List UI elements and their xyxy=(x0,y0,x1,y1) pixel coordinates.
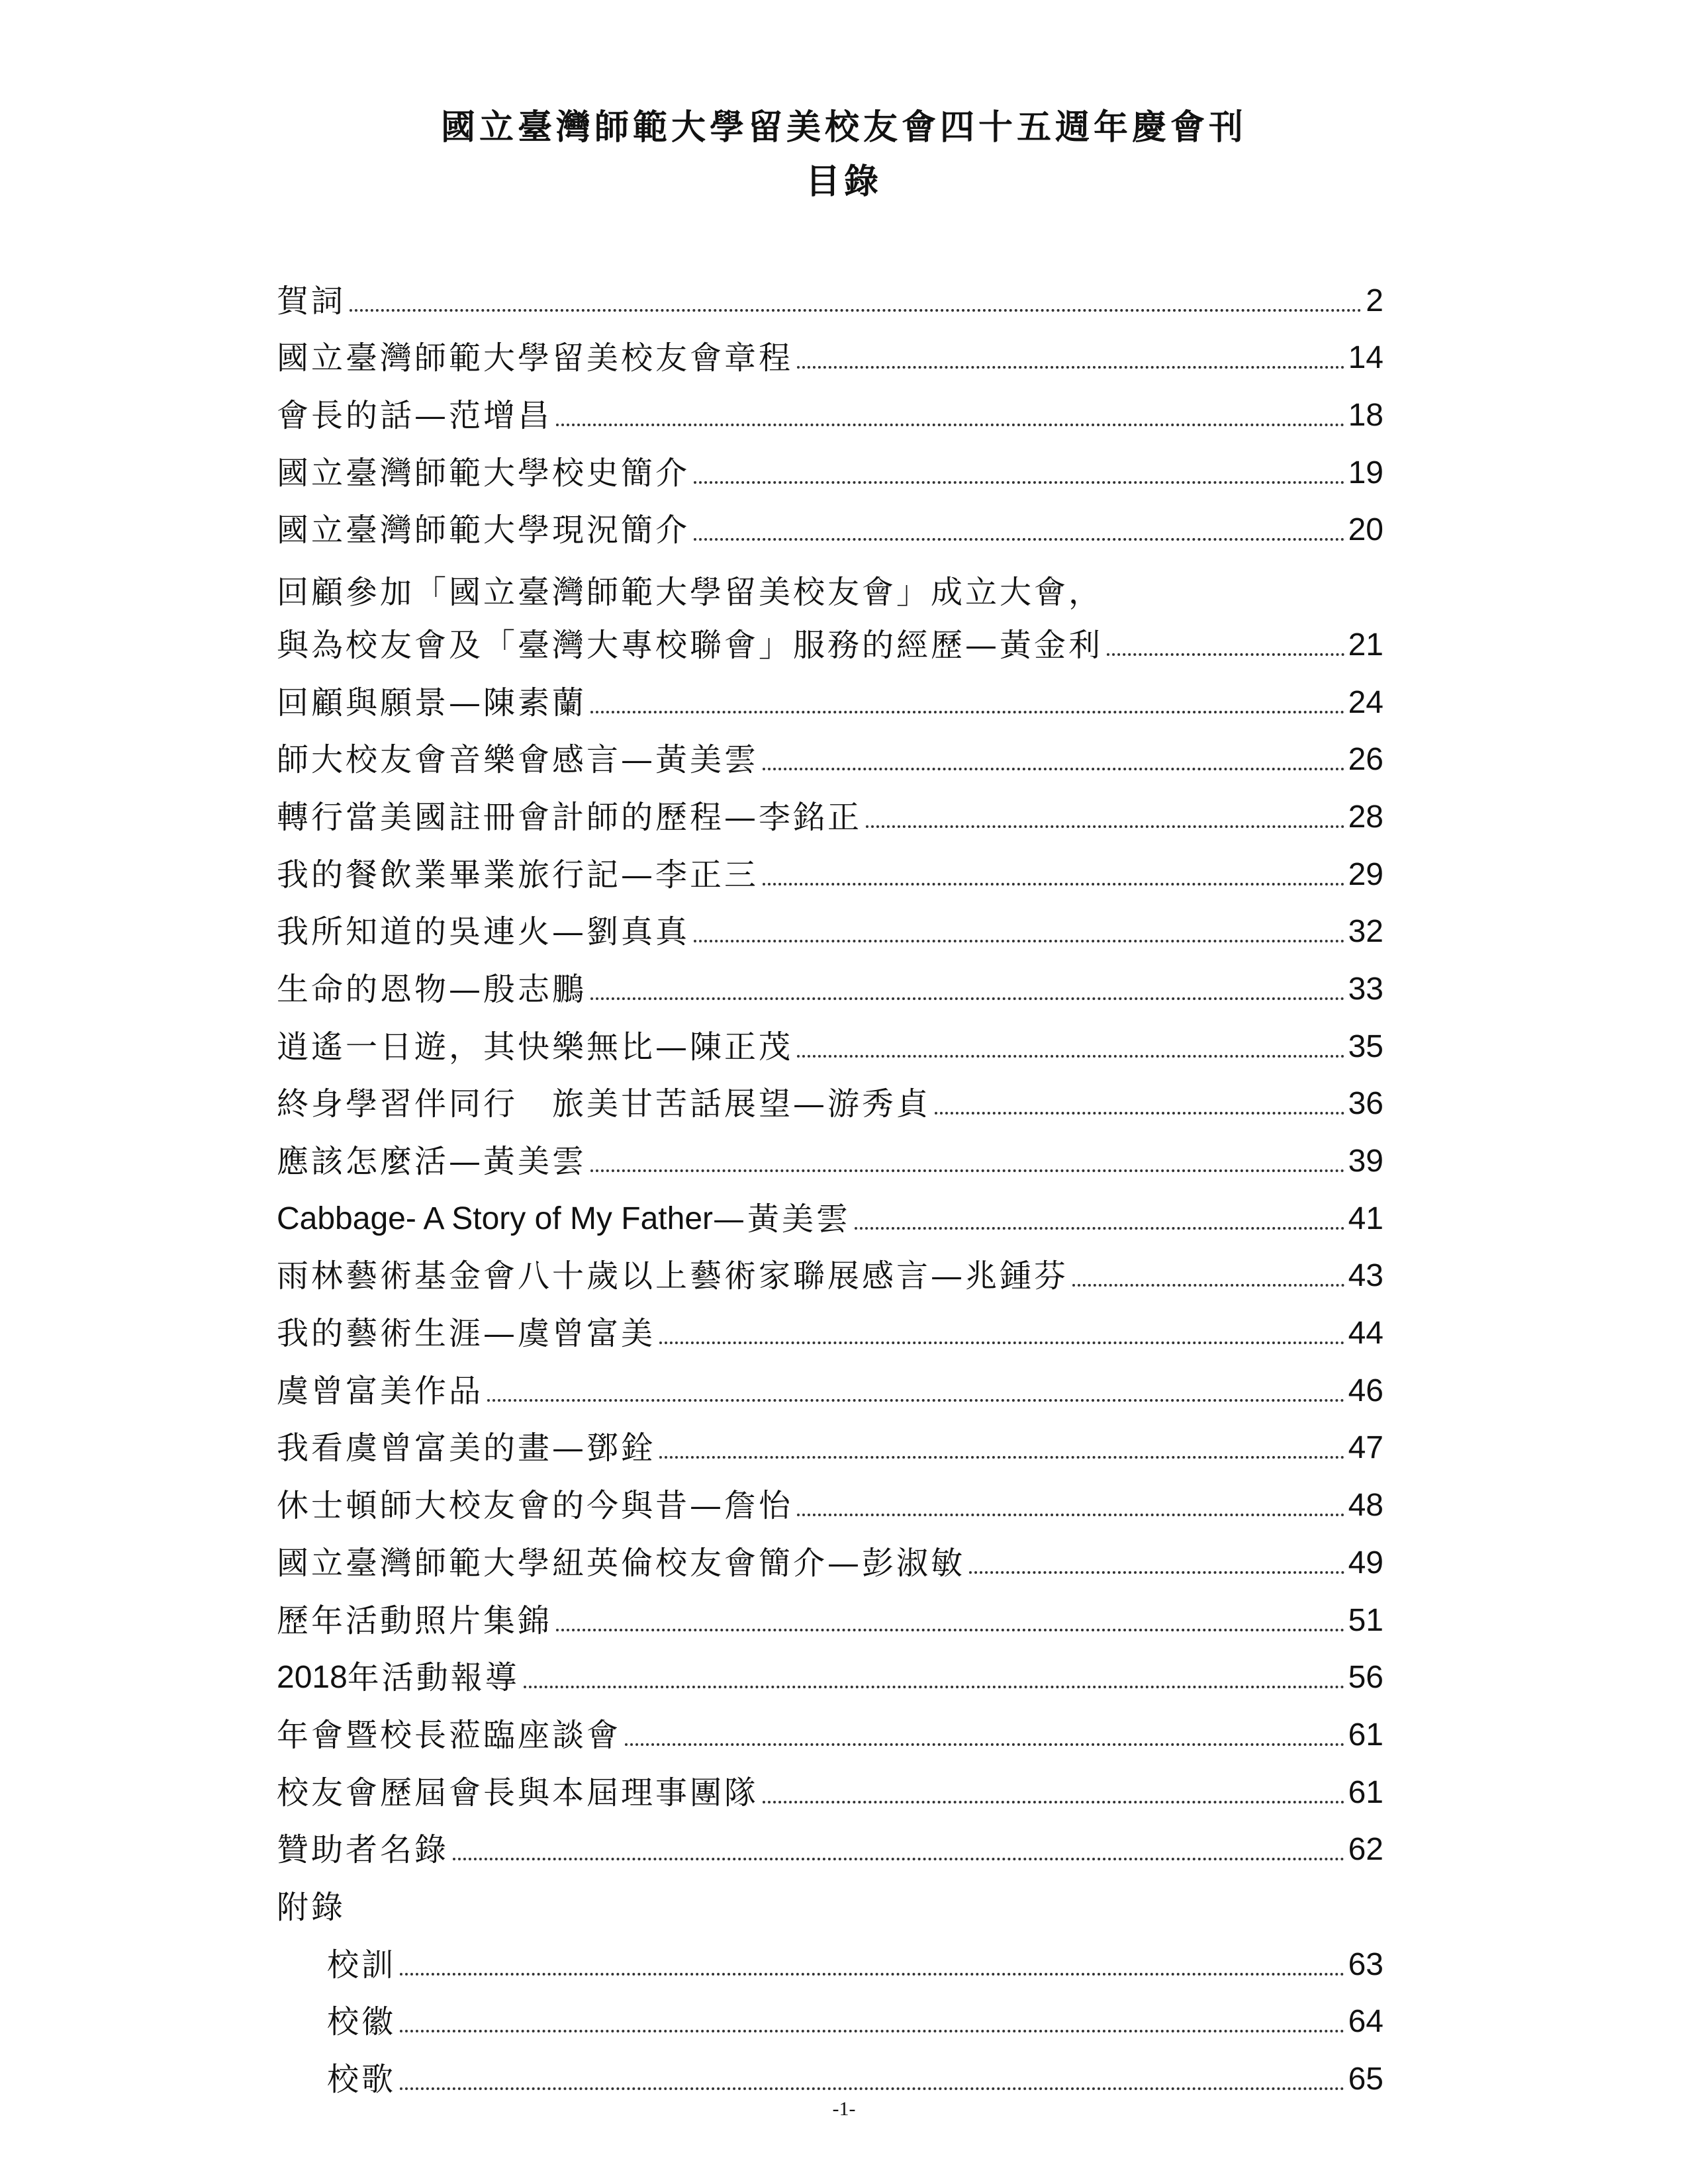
toc-entry xyxy=(277,1527,1383,1584)
toc-entry-page: 43 xyxy=(1348,1258,1383,1294)
page-number: -1- xyxy=(832,2098,856,2120)
dot-leader xyxy=(763,768,1344,770)
toc-entry-page: 47 xyxy=(1348,1430,1383,1466)
toc-entry-page: 41 xyxy=(1348,1201,1383,1236)
toc-entry xyxy=(277,1814,1383,1872)
appendix-entry-page: 63 xyxy=(1348,1946,1383,1982)
toc-entry xyxy=(277,1297,1383,1355)
toc-entry-page: 21 xyxy=(1348,627,1383,662)
toc-entry-title: 逍遙一日遊，其快樂無比—陳正茂 xyxy=(277,1028,794,1066)
toc-entry-title: 年活動報導 xyxy=(347,1659,520,1697)
toc-entry-page: 26 xyxy=(1348,742,1383,778)
toc-entry xyxy=(277,379,1383,437)
toc-entry-title: 休士頓師大校友會的今與昔—詹怡 xyxy=(277,1487,794,1525)
dot-leader xyxy=(625,1743,1344,1746)
toc-entry-page: 48 xyxy=(1348,1488,1383,1524)
toc-entry-page: 49 xyxy=(1348,1545,1383,1580)
document-title: 國立臺灣師範大學留美校友會四十五週年慶會刊 xyxy=(440,107,1247,148)
toc-entry xyxy=(277,781,1383,839)
toc-entry xyxy=(277,1584,1383,1642)
toc-entry xyxy=(277,839,1383,896)
toc-entry-title: 師大校友會音樂會感言—黃美雲 xyxy=(277,741,759,779)
dot-leader xyxy=(797,1514,1344,1516)
dot-leader xyxy=(866,825,1344,828)
toc-entry-title: 國立臺灣師範大學校史簡介 xyxy=(277,454,690,492)
toc-entry-title: 我的餐飲業畢業旅行記—李正三 xyxy=(277,856,759,893)
toc-entry-title: 我看虞曾富美的畫—鄧銓 xyxy=(277,1430,656,1467)
toc-entry-page: 51 xyxy=(1348,1602,1383,1638)
toc-entry-title: 國立臺灣師範大學紐英倫校友會簡介—彭淑敏 xyxy=(277,1544,966,1582)
toc-entry xyxy=(277,1355,1383,1412)
dot-leader xyxy=(487,1399,1344,1402)
toc-entry-title-line1: 回顧參加「國立臺灣師範大學留美校友會」成立大會， xyxy=(277,574,1103,612)
appendix-heading-label: 附錄 xyxy=(277,1888,346,1926)
toc-entry-page: 14 xyxy=(1348,340,1383,376)
toc-entry xyxy=(277,265,1383,322)
appendix-entry-title: 校訓 xyxy=(327,1946,397,1983)
toc-entry-title: 年會暨校長蒞臨座談會 xyxy=(277,1716,622,1754)
dot-leader xyxy=(694,940,1344,942)
toc-entry-page: 62 xyxy=(1348,1832,1383,1868)
dot-leader xyxy=(694,538,1344,541)
toc-entry-page: 20 xyxy=(1348,512,1383,548)
toc-entry-page: 44 xyxy=(1348,1316,1383,1351)
toc-entry xyxy=(277,1240,1383,1298)
toc-entry-title: 應該怎麼活—黃美雲 xyxy=(277,1143,587,1181)
dot-leader xyxy=(556,1629,1344,1631)
toc-entry-title: 國立臺灣師範大學現況簡介 xyxy=(277,512,690,549)
toc-entry-title: 贊助者名錄 xyxy=(277,1831,449,1869)
toc-entry-page: 19 xyxy=(1348,455,1383,490)
toc-entry xyxy=(277,666,1383,724)
dot-leader xyxy=(350,309,1362,312)
toc-entry-page: 46 xyxy=(1348,1373,1383,1408)
toc-entry-page: 29 xyxy=(1348,856,1383,892)
toc-entry-title: 雨林藝術基金會八十歲以上藝術家聯展感言—兆鍾芬 xyxy=(277,1257,1069,1295)
toc-entry xyxy=(277,1125,1383,1183)
toc-entry xyxy=(277,1412,1383,1470)
toc-entry xyxy=(277,1183,1383,1240)
dot-leader xyxy=(1107,653,1344,656)
toc-entry xyxy=(277,724,1383,782)
dot-leader xyxy=(855,1227,1344,1230)
dot-leader xyxy=(590,997,1344,1000)
toc-entry xyxy=(277,1068,1383,1126)
appendix-entry xyxy=(277,1929,1383,1986)
dot-leader xyxy=(659,1342,1344,1344)
toc-entry-title: 虞曾富美作品 xyxy=(277,1372,484,1410)
dot-leader xyxy=(1072,1284,1344,1287)
dot-leader xyxy=(797,1055,1344,1058)
toc-entry xyxy=(277,953,1383,1011)
toc-entry xyxy=(277,1011,1383,1068)
dot-leader xyxy=(453,1858,1344,1860)
toc-entry-page: 28 xyxy=(1348,799,1383,835)
toc-entry xyxy=(277,1699,1383,1756)
toc-entry xyxy=(277,437,1383,494)
appendix-entry-title: 校徽 xyxy=(327,2003,397,2041)
toc-entry xyxy=(277,322,1383,380)
toc-entry-page: 36 xyxy=(1348,1086,1383,1122)
toc-entry-title: 國立臺灣師範大學留美校友會章程 xyxy=(277,340,794,377)
toc-entry-title-latin: Cabbage- A Story of My Father xyxy=(277,1201,713,1236)
dot-leader xyxy=(524,1686,1344,1688)
document-subtitle: 目錄 xyxy=(805,161,882,202)
toc-entry-title: 歷年活動照片集錦 xyxy=(277,1602,553,1639)
dot-leader xyxy=(694,481,1344,484)
toc-entry-page: 32 xyxy=(1348,914,1383,950)
toc-entry xyxy=(277,896,1383,954)
toc-entry-page: 24 xyxy=(1348,684,1383,720)
toc-entry-title: 回顧與願景—陳素蘭 xyxy=(277,684,587,721)
toc-entry-title-latin: 2018 xyxy=(277,1660,348,1696)
toc-entry-title: 賀詞 xyxy=(277,282,346,320)
dot-leader xyxy=(556,424,1344,426)
appendix-entry xyxy=(277,1986,1383,2044)
appendix-entry xyxy=(277,2043,1383,2101)
toc-entry xyxy=(277,1756,1383,1814)
dot-leader xyxy=(797,366,1344,369)
dot-leader xyxy=(400,2030,1344,2032)
toc-entry-page: 33 xyxy=(1348,971,1383,1007)
toc-entry-page: 18 xyxy=(1348,398,1383,433)
toc-entry-page: 35 xyxy=(1348,1028,1383,1064)
toc-entry-page: 39 xyxy=(1348,1144,1383,1179)
dot-leader xyxy=(400,1973,1344,1976)
toc-entry-title: 終身學習伴同行 旅美甘苦話展望—游秀貞 xyxy=(277,1085,931,1123)
dot-leader xyxy=(763,1801,1344,1803)
toc-entry-title: 校友會歷屆會長與本屆理事團隊 xyxy=(277,1774,759,1811)
dot-leader xyxy=(590,711,1344,713)
appendix-entry-page: 64 xyxy=(1348,2004,1383,2040)
toc-entry xyxy=(277,551,1383,666)
toc-entry-title: 轉行當美國註冊會計師的歷程—李銘正 xyxy=(277,798,863,836)
dot-leader xyxy=(935,1112,1344,1115)
toc-entry xyxy=(277,1469,1383,1527)
appendix-entry-page: 65 xyxy=(1348,2062,1383,2097)
toc-entry-page: 56 xyxy=(1348,1660,1383,1696)
toc-entry-title: 會長的話—范增昌 xyxy=(277,397,553,435)
toc-entry-page: 61 xyxy=(1348,1774,1383,1810)
dot-leader xyxy=(969,1571,1344,1574)
toc-entry-page: 61 xyxy=(1348,1717,1383,1752)
table-of-contents xyxy=(277,265,1383,2101)
appendix-entry-title: 校歌 xyxy=(327,2061,397,2099)
dot-leader xyxy=(400,2087,1344,2090)
toc-entry-title: —黃美雲 xyxy=(713,1200,851,1238)
toc-entry-title: 生命的恩物—殷志鵬 xyxy=(277,970,587,1008)
toc-entry-title: 與為校友會及「臺灣大專校聯會」服務的經歷—黃金利 xyxy=(277,626,1103,664)
dot-leader xyxy=(659,1456,1344,1459)
toc-entry-title: 我所知道的吳連火—劉真真 xyxy=(277,913,690,951)
dot-leader xyxy=(763,883,1344,886)
toc-entry xyxy=(277,494,1383,552)
appendix-heading xyxy=(277,1871,1383,1929)
toc-entry-page: 2 xyxy=(1366,283,1383,318)
dot-leader xyxy=(590,1169,1344,1172)
toc-entry xyxy=(277,1642,1383,1700)
toc-entry-title: 我的藝術生涯—虞曾富美 xyxy=(277,1315,656,1353)
